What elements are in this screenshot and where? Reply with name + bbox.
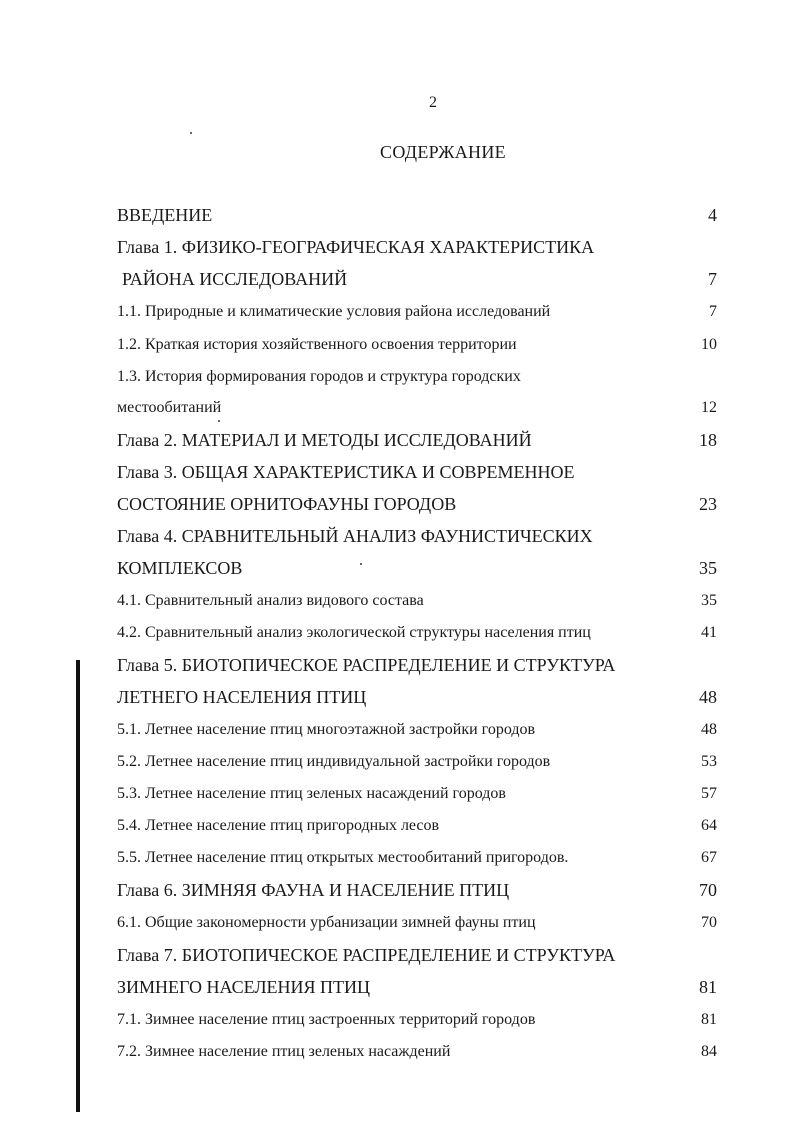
- toc-entry: [117, 624, 717, 642]
- toc-entry-title: 1.2. Краткая история хозяйственного освоения территории: [117, 336, 517, 353]
- toc-entry-title: Глава 3. ОБЩАЯ ХАРАКТЕРИСТИКА И СОВРЕМЕННОЕ: [117, 462, 575, 482]
- toc-entry-page: 18: [699, 430, 717, 450]
- toc-entry-page: 70: [701, 914, 717, 931]
- toc-entry: [117, 914, 717, 932]
- toc-entry-page: 81: [701, 1011, 717, 1028]
- toc-entry-title: 6.1. Общие закономерности урбанизации зимней фауны птиц: [117, 914, 536, 931]
- toc-entry: [117, 526, 717, 547]
- toc-entry-title: 4.2. Сравнительный анализ экологической структуры населения птиц: [117, 624, 591, 641]
- toc-entry: [117, 687, 717, 708]
- toc-entry-page: 67: [701, 849, 717, 866]
- toc-entry-page: 12: [701, 399, 717, 416]
- toc-entry-title: 5.4. Летнее население птиц пригородных лесов: [117, 817, 440, 834]
- toc-entry-title: Глава 5. БИОТОПИЧЕСКОЕ РАСПРЕДЕЛЕНИЕ И СТРУКТУРА: [117, 655, 616, 675]
- toc-entry: [117, 977, 717, 998]
- toc-entry-title: Глава 1. ФИЗИКО-ГЕОГРАФИЧЕСКАЯ ХАРАКТЕРИСТИКА: [117, 237, 595, 257]
- page-number: 2: [429, 94, 437, 111]
- toc-entry-title: местообитаний: [117, 399, 222, 416]
- toc-entry: [117, 1011, 717, 1029]
- toc-entry: [117, 1043, 717, 1061]
- toc-entry: [117, 945, 717, 966]
- scan-speck: [190, 132, 192, 134]
- toc-entry-page: 7: [708, 269, 717, 289]
- toc-entry: [117, 336, 717, 354]
- toc-entry: [117, 817, 717, 835]
- toc-entry: [117, 399, 717, 417]
- toc-entry-page: 84: [701, 1043, 717, 1060]
- toc-entry-title: Глава 2. МАТЕРИАЛ И МЕТОДЫ ИССЛЕДОВАНИЙ: [117, 430, 532, 450]
- toc-entry-title: РАЙОНА ИССЛЕДОВАНИЙ: [122, 269, 348, 289]
- toc-entry-page: 70: [699, 880, 717, 900]
- toc-entry: [117, 753, 717, 771]
- toc-entry-title: Глава 7. БИОТОПИЧЕСКОЕ РАСПРЕДЕЛЕНИЕ И СТРУКТУРА: [117, 945, 616, 965]
- scan-speck: [218, 420, 220, 422]
- toc-entry: [117, 785, 717, 803]
- scan-speck: [360, 563, 362, 565]
- toc-entry: [117, 368, 717, 386]
- toc-entry: [117, 655, 717, 676]
- toc-entry-title: 1.3. История формирования городов и структура городских: [117, 368, 521, 385]
- toc-title: СОДЕРЖАНИЕ: [380, 142, 506, 162]
- toc-entry: [117, 269, 717, 290]
- toc-entry-title: 5.2. Летнее население птиц индивидуальной застройки городов: [117, 753, 551, 770]
- toc-entry: [117, 592, 717, 610]
- toc-entry: [117, 558, 717, 579]
- toc-entry: [117, 494, 717, 515]
- toc-entry-title: СОСТОЯНИЕ ОРНИТОФАУНЫ ГОРОДОВ: [117, 494, 457, 514]
- toc-entry-title: ЛЕТНЕГО НАСЕЛЕНИЯ ПТИЦ: [117, 687, 367, 707]
- toc-entry: [117, 430, 717, 451]
- toc-entry-page: 7: [709, 303, 717, 320]
- toc-entry-title: 7.2. Зимнее население птиц зеленых насаждений: [117, 1043, 451, 1060]
- toc-entry-title: Глава 6. ЗИМНЯЯ ФАУНА И НАСЕЛЕНИЕ ПТИЦ: [117, 880, 510, 900]
- scan-margin-bar: [76, 660, 80, 1112]
- toc-entry: [117, 880, 717, 901]
- toc-entry-title: КОМПЛЕКСОВ: [117, 558, 243, 578]
- toc-entry-title: 7.1. Зимнее население птиц застроенных территорий городов: [117, 1011, 536, 1028]
- toc-entry: [117, 462, 717, 483]
- toc-entry-title: ВВЕДЕНИЕ: [117, 205, 213, 225]
- toc-entry-page: 53: [701, 753, 717, 770]
- toc-entry-title: Глава 4. СРАВНИТЕЛЬНЫЙ АНАЛИЗ ФАУНИСТИЧЕСКИХ: [117, 526, 593, 546]
- toc-entry-page: 48: [699, 687, 717, 707]
- toc-entry-page: 35: [699, 558, 717, 578]
- toc-entry-title: ЗИМНЕГО НАСЕЛЕНИЯ ПТИЦ: [117, 977, 371, 997]
- toc-entry-title: 5.1. Летнее население птиц многоэтажной застройки городов: [117, 721, 536, 738]
- toc-entry-page: 64: [701, 817, 717, 834]
- toc-entry: [117, 205, 717, 226]
- toc-entry-title: 5.5. Летнее население птиц открытых местообитаний пригородов.: [117, 849, 569, 866]
- toc-entry-page: 81: [699, 977, 717, 997]
- toc-entry-page: 57: [701, 785, 717, 802]
- toc-entry-page: 35: [701, 592, 717, 609]
- toc-entry-title: 1.1. Природные и климатические условия района исследований: [117, 303, 551, 320]
- toc-entry-page: 4: [708, 205, 717, 225]
- toc-entry-page: 23: [699, 494, 717, 514]
- toc-entry: [117, 721, 717, 739]
- toc-entry: [117, 237, 717, 258]
- toc-entry: [117, 849, 717, 867]
- toc-entry: [117, 303, 717, 321]
- toc-entry-page: 48: [701, 721, 717, 738]
- toc-entry-page: 41: [701, 624, 717, 641]
- toc-entry-page: 10: [701, 336, 717, 353]
- toc-entry-title: 5.3. Летнее население птиц зеленых насаждений городов: [117, 785, 506, 802]
- toc-entry-title: 4.1. Сравнительный анализ видового состава: [117, 592, 424, 609]
